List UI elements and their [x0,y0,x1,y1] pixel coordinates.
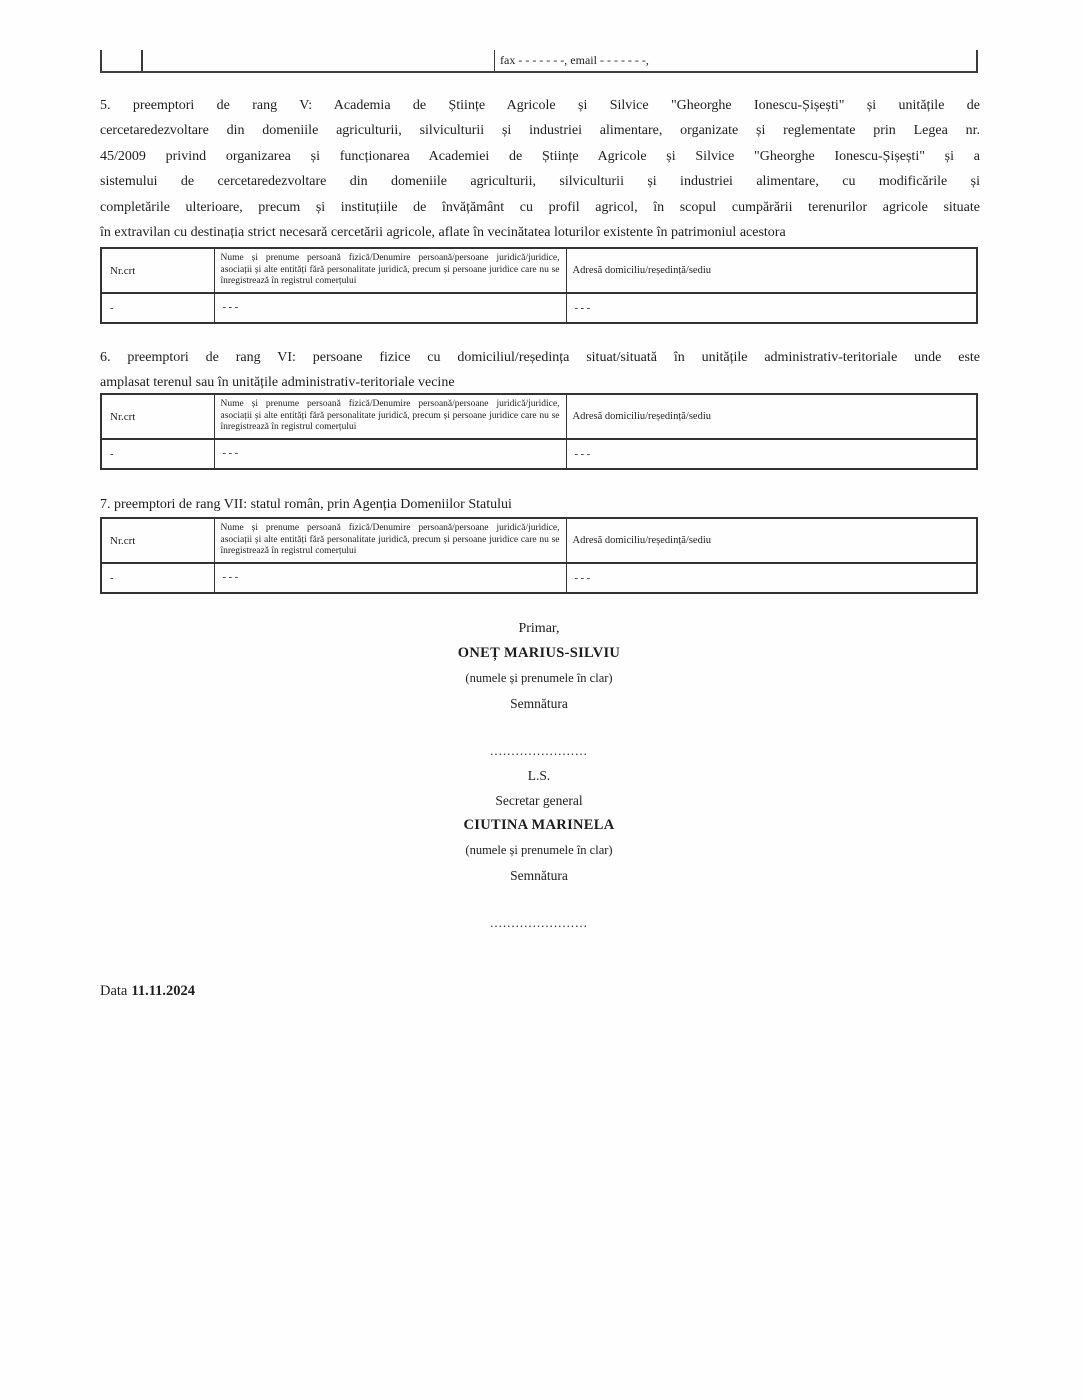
date-value: 11.11.2024 [131,983,196,999]
paragraph-line: 6. preemptori de rang VI: persoane fizice cu domiciliul/reședința situat/situată în unitățile administrativ-teritoriale unde este [100,350,980,365]
header-cell-nrcrt: Nr.crt [101,394,214,439]
secretar-signature-dots: ....................... [490,915,588,930]
header-cell-address: Adresă domiciliu/reședință/sediu [566,248,977,293]
table-header-row [101,394,977,439]
primar-name: ONEȚ MARIUS-SILVIU [457,645,621,661]
cell-name: - - - [214,439,566,469]
secretar-name: CIUTINA MARINELA [463,817,615,833]
primar-signature-label: Semnătura [510,696,568,711]
primar-name-note: (numele și prenumele în clar) [465,671,613,685]
secretar-title: Secretar general [495,793,583,808]
paragraph-line: 5. preemptori de rang V: Academia de Științe Agricole și Silvice "Gheorghe Ionescu-Șișești" și unitățile de [100,98,980,113]
primar-title: Primar, [518,621,560,636]
table-header-row [101,518,977,563]
table-row [101,293,977,323]
paragraph-line: cercetaredezvoltare din domeniile agriculturii, silviculturii și industriei alimentare, organizate și reglementate prin Legea nr. [100,123,980,139]
header-cell-address: Adresă domiciliu/reședință/sediu [566,394,977,439]
cell-nrcrt: - [101,439,214,469]
table-row [101,563,977,593]
paragraph-line: amplasat terenul sau în unitățile administrativ-teritoriale vecine [100,375,455,391]
paragraph-line: completările ulterioare, precum și instituțiile de învățământ cu profil agricol, în scopul cumpărării terenurilor agricole situate [100,199,980,215]
table-header-row [101,248,977,293]
cell-address: - - - [566,563,977,593]
cell-name: - - - [214,293,566,323]
ls-stamp-label: L.S. [527,768,551,783]
date-line [100,983,195,1000]
cell-nrcrt: - [101,293,214,323]
fragment-contact-cell: fax - - - - - - -, email - - - - - - -, [500,53,649,67]
header-cell-nrcrt: Nr.crt [101,518,214,563]
header-cell-name: Nume și prenume persoană fizică/Denumire persoană/persoane juridică/juridice, asociații și alte entități fără personalitate juridică, precum și persoane juridice care nu se înregistrează în registrul comerțului [214,394,566,439]
header-cell-name: Nume și prenume persoană fizică/Denumire persoană/persoane juridică/juridice, asociații și alte entități fără personalitate juridică, precum și persoane juridice care nu se înregistrează în registrul comerțului [214,248,566,293]
cell-address: - - - [566,439,977,469]
secretar-signature-label: Semnătura [510,868,568,883]
paragraph-rank-v [100,93,980,245]
paragraph-line: în extravilan cu destinația strict necesară cercetării agricole, aflate în vecinătatea loturilor existente în patrimoniul acestora [100,225,786,241]
paragraph-rank-vi [100,345,980,396]
contact-table-fragment [100,50,978,73]
fragment-empty-cell-2 [143,50,495,71]
paragraph-line: 7. preemptori de rang VII: statul român, prin Agenția Domeniilor Statului [100,497,512,512]
date-label: Data [100,983,128,999]
header-cell-address: Adresă domiciliu/reședință/sediu [566,518,977,563]
preemptor-table-rank-vii [100,517,978,594]
preemptor-table-rank-v [100,247,978,324]
header-cell-name: Nume și prenume persoană fizică/Denumire persoană/persoane juridică/juridice, asociații și alte entități fără personalitate juridică, precum și persoane juridice care nu se înregistrează în registrul comerțului [214,518,566,563]
paragraph-line: 45/2009 privind organizarea și funcționarea Academiei de Științe Agricole și Silvice "Gheorghe Ionescu-Șișești" și a [100,148,980,164]
preemptor-table-rank-vi [100,393,978,470]
primar-signature-dots: ....................... [490,743,588,758]
paragraph-rank-vii [100,492,980,517]
cell-name: - - - [214,563,566,593]
table-row [101,439,977,469]
paragraph-line: sistemului de cercetaredezvoltare din domeniile agriculturii, silviculturii și industriei alimentare, cu modificările și [100,174,980,190]
header-cell-nrcrt: Nr.crt [101,248,214,293]
secretar-name-note: (numele și prenumele în clar) [465,843,613,857]
cell-nrcrt: - [101,563,214,593]
cell-address: - - - [566,293,977,323]
signature-block [100,616,978,935]
fragment-empty-cell-1 [102,50,143,71]
